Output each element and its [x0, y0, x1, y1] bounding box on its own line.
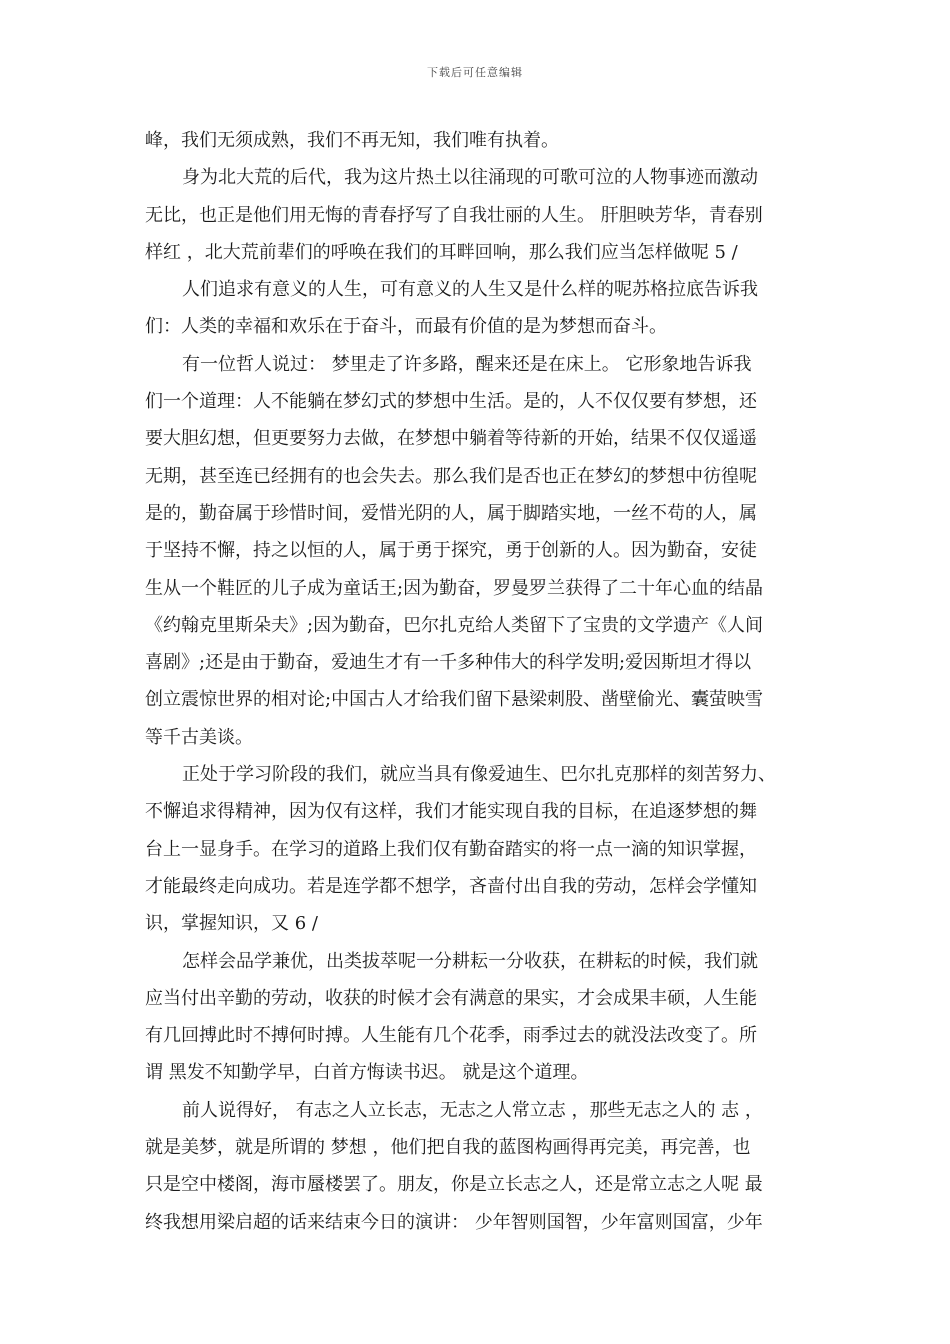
text-line: 峰，我们无须成熟，我们不再无知，我们唯有执着。: [145, 130, 559, 151]
document-body: [145, 122, 820, 1241]
text-line: 人们追求有意义的人生，可有意义的人生又是什么样的呢苏格拉底告诉我: [182, 279, 758, 301]
text-line: 是的，勤奋属于珍惜时间，爱惜光阴的人，属于脚踏实地，一丝不苟的人，属: [145, 502, 757, 524]
text-line: 有一位哲人说过： 梦里走了许多路，醒来还是在床上。 它形象地告诉我: [182, 353, 752, 375]
text-line: 谓 黑发不知勤学早，白首方悔读书迟。 就是这个道理。: [145, 1062, 589, 1084]
text-line: 正处于学习阶段的我们，就应当具有像爱迪生、巴尔扎克那样的刻苦努力、: [182, 764, 776, 786]
text-line: 喜剧》;还是由于勤奋，爱迪生才有一千多种伟大的科学发明;爱因斯坦才得以: [145, 652, 752, 674]
text-line: 《约翰克里斯朵夫》;因为勤奋，巴尔扎克给人类留下了宝贵的文学遗产《人间: [145, 614, 764, 636]
text-line: 怎样会品学兼优，出类拔萃呢一分耕耘一分收获，在耕耘的时候，我们就: [182, 950, 758, 972]
text-line: 不懈追求得精神，因为仅有这样，我们才能实现自我的目标，在追逐梦想的舞: [145, 801, 757, 823]
text-line: 终我想用梁启超的话来结束今日的演讲： 少年智则国智，少年富则国富，少年: [145, 1211, 763, 1233]
text-line: 前人说得好， 有志之人立长志，无志之人常立志 ，那些无志之人的 志 ，: [182, 1099, 763, 1121]
text-line: 身为北大荒的后代，我为这片热土以往涌现的可歌可泣的人物事迹而激动: [182, 167, 758, 189]
page-header: 下载后可任意编辑: [427, 66, 523, 79]
text-line: 等千古美谈。: [145, 726, 253, 748]
text-line: 生从一个鞋匠的儿子成为童话王;因为勤奋，罗曼罗兰获得了二十年心血的结晶: [145, 577, 764, 599]
text-line: 无比，也正是他们用无悔的青春抒写了自我壮丽的人生。 肝胆映芳华，青春别: [145, 204, 763, 226]
text-line: 台上一显身手。在学习的道路上我们仅有勤奋踏实的将一点一滴的知识掌握，: [145, 838, 757, 860]
text-line: 样红 ，北大荒前辈们的呼唤在我们的耳畔回响，那么我们应当怎样做呢 5 /: [145, 241, 738, 263]
text-line: 应当付出辛勤的劳动，收获的时候才会有满意的果实，才会成果丰硕，人生能: [145, 987, 757, 1009]
text-line: 才能最终走向成功。若是连学都不想学，吝啬付出自我的劳动，怎样会学懂知: [145, 875, 757, 897]
text-line: 们一个道理：人不能躺在梦幻式的梦想中生活。是的，人不仅仅要有梦想，还: [145, 391, 757, 413]
text-line: 有几回搏此时不搏何时搏。人生能有几个花季，雨季过去的就没法改变了。所: [145, 1025, 757, 1047]
text-line: 无期，甚至连已经拥有的也会失去。那么我们是否也正在梦幻的梦想中彷徨呢: [145, 465, 757, 487]
text-line: 识，掌握知识，又 6 /: [145, 913, 318, 935]
text-line: 于坚持不懈，持之以恒的人，属于勇于探究，勇于创新的人。因为勤奋，安徒: [145, 540, 757, 562]
text-line: 只是空中楼阁，海市蜃楼罢了。朋友，你是立长志之人，还是常立志之人呢 最: [145, 1174, 763, 1196]
text-line: 要大胆幻想，但更要努力去做，在梦想中躺着等待新的开始，结果不仅仅遥遥: [145, 428, 757, 450]
text-line: 就是美梦，就是所谓的 梦想 ，他们把自我的蓝图构画得再完美，再完善，也: [145, 1137, 751, 1159]
text-line: 创立震惊世界的相对论;中国古人才给我们留下悬梁刺股、凿壁偷光、囊萤映雪: [145, 689, 764, 711]
text-line: 们：人类的幸福和欢乐在于奋斗，而最有价值的是为梦想而奋斗。: [145, 316, 667, 338]
